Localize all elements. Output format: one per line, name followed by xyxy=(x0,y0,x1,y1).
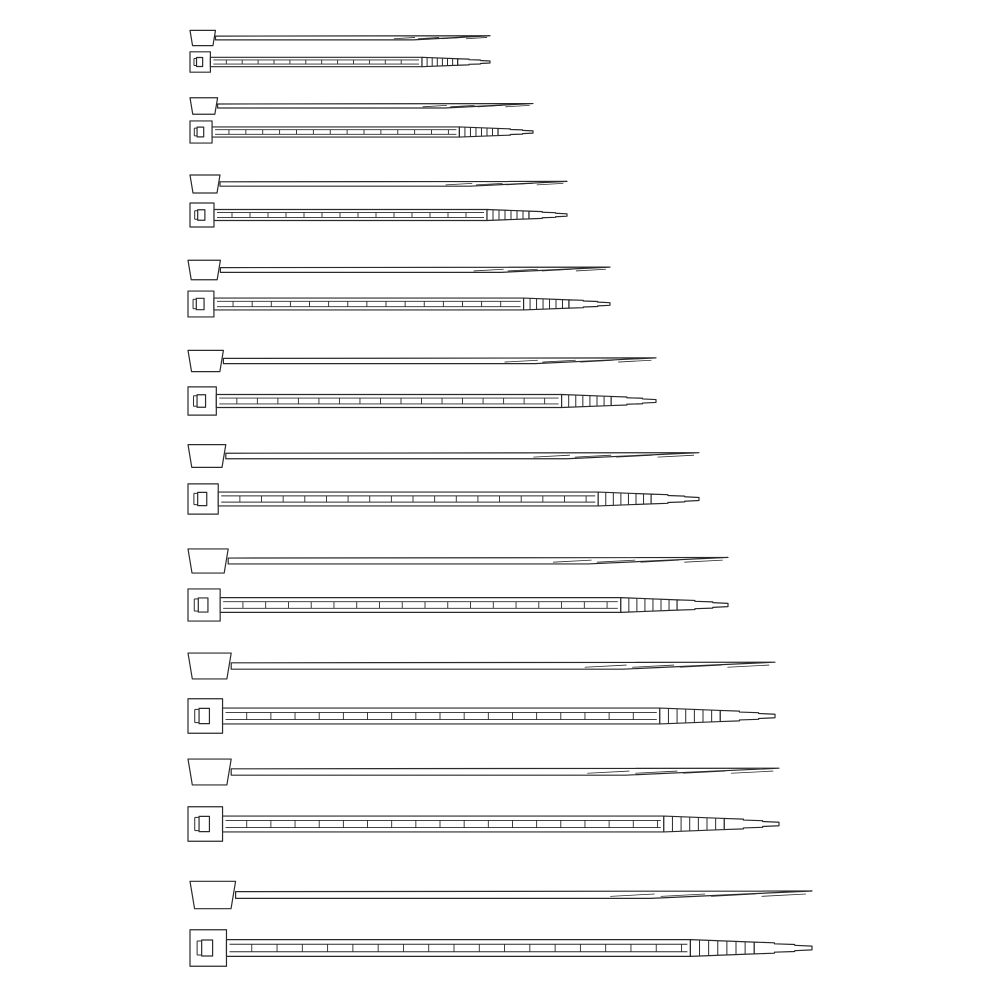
tie-tail-serration xyxy=(576,269,606,271)
cable-tie xyxy=(188,350,656,415)
tie-head-side xyxy=(188,260,220,279)
tie-tip xyxy=(458,59,490,66)
tie-lock-slot xyxy=(197,127,204,137)
tie-lock-slot xyxy=(202,940,213,956)
tie-side-view xyxy=(188,260,610,279)
tie-tail-serration xyxy=(505,105,529,106)
tie-tip xyxy=(754,942,812,954)
cable-tie xyxy=(188,759,779,841)
tie-head-side xyxy=(190,881,236,908)
tie-lock-slot xyxy=(198,210,205,221)
cable-tie xyxy=(188,653,775,733)
tie-strap-top xyxy=(216,395,561,408)
cable-tie xyxy=(188,549,728,621)
tie-strap-side xyxy=(218,104,533,108)
tie-tip xyxy=(569,300,610,308)
tie-strap-side xyxy=(226,453,699,459)
tie-head-side xyxy=(190,98,218,115)
tie-top-view xyxy=(188,699,775,734)
tie-side-view xyxy=(188,653,775,679)
tie-side-view xyxy=(190,30,490,45)
tie-strap-top xyxy=(220,598,621,613)
tie-lock-slot xyxy=(199,816,209,831)
cable-tie xyxy=(188,445,699,514)
tie-strap-top xyxy=(226,940,690,957)
tie-tip xyxy=(724,818,779,829)
tie-tail-serration xyxy=(684,560,722,562)
tie-side-view xyxy=(190,98,533,115)
tie-tail-serration xyxy=(658,455,694,457)
tie-head-side xyxy=(188,549,228,573)
tie-top-view xyxy=(188,291,610,317)
cable-tie xyxy=(190,881,812,966)
tie-tip xyxy=(611,396,656,405)
cable-tie xyxy=(190,175,567,227)
tie-tail-serration xyxy=(466,37,487,38)
tie-strap-side xyxy=(220,267,610,272)
tie-tail-serration xyxy=(731,771,773,773)
tie-strap-side xyxy=(231,768,779,775)
tie-strap-top xyxy=(223,816,664,832)
tie-side-view xyxy=(188,350,656,371)
tie-strap-top xyxy=(223,708,660,724)
tie-tip xyxy=(498,128,533,135)
tie-top-view xyxy=(190,203,567,227)
cable-tie xyxy=(188,260,610,317)
tie-lock-slot xyxy=(199,708,209,723)
tie-side-view xyxy=(188,445,699,468)
tie-tip xyxy=(720,710,775,721)
tie-strap-side xyxy=(231,662,775,669)
tie-tail-serration xyxy=(727,665,769,667)
tie-strap-top xyxy=(214,298,524,310)
tie-head-side xyxy=(188,653,231,679)
tie-side-view xyxy=(190,175,567,193)
tie-lock-slot xyxy=(198,598,208,612)
tie-strap-side xyxy=(216,36,491,40)
tie-strap-side xyxy=(220,181,567,186)
tie-head-side xyxy=(190,30,216,45)
tie-tail-serration xyxy=(537,183,564,185)
tie-top-view xyxy=(190,930,812,966)
tie-tail-serration xyxy=(762,894,806,896)
tie-tip xyxy=(651,494,699,504)
tie-side-view xyxy=(190,881,812,908)
tie-top-view xyxy=(190,52,490,72)
tie-side-view xyxy=(188,759,779,785)
tie-head-side xyxy=(188,350,223,371)
cable-tie xyxy=(190,30,490,72)
tie-strap-side xyxy=(236,891,812,898)
tie-top-view xyxy=(188,807,779,842)
tie-tail-serration xyxy=(618,360,651,362)
tie-strap-side xyxy=(223,358,656,364)
tie-top-view xyxy=(188,589,728,621)
tie-lock-slot xyxy=(197,58,203,67)
tie-lock-slot xyxy=(198,492,207,505)
tie-top-view xyxy=(188,387,656,415)
tie-head-side xyxy=(188,445,226,468)
tie-lock-slot xyxy=(197,395,205,407)
tie-strap-top xyxy=(218,492,598,506)
tie-strap-top xyxy=(212,127,459,137)
tie-head-side xyxy=(188,759,231,785)
tie-tip xyxy=(677,600,728,610)
tie-strap-side xyxy=(228,557,728,563)
tie-top-view xyxy=(188,484,699,514)
tie-lock-slot xyxy=(196,298,204,309)
tie-tip xyxy=(529,211,567,219)
tie-head-side xyxy=(190,175,220,193)
tie-strap-top xyxy=(214,210,487,221)
tie-side-view xyxy=(188,549,728,573)
cable-tie xyxy=(190,98,533,143)
tie-top-view xyxy=(190,121,533,143)
